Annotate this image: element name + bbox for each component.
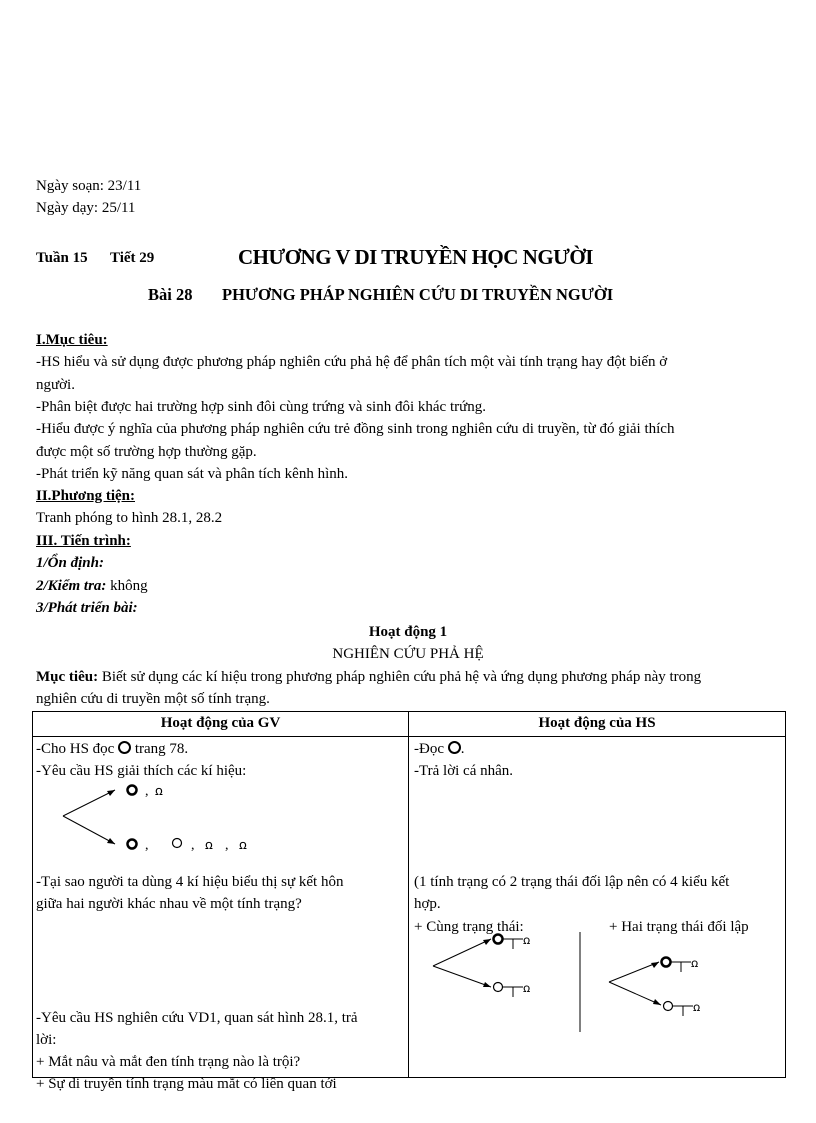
svg-text:,: , [145,838,149,853]
lesson-number: Bài 28 [148,285,193,304]
svg-text:ꭥ: ꭥ [523,981,531,995]
activity-goal-text-2: nghiên cứu di truyền một số tính trạng. [36,691,270,707]
hs-line-2: -Trả lời cá nhân. [414,763,514,779]
read-symbol-icon [118,741,131,754]
means-heading: II.Phương tiện: [36,488,135,504]
week-label: Tuần 15 [36,250,88,266]
svg-text:ꭥ: ꭥ [693,1000,701,1014]
prep-date: Ngày soạn: 23/11 [36,178,142,194]
col-hs-header: Hoạt động của HS [409,712,786,737]
hs-answer-1: (1 tính trạng có 2 trạng thái đối lập nên có 4 kiểu kết [414,874,730,890]
objective-line-4: -Hiểu được ý nghĩa của phương pháp nghiên cứu trẻ đồng sinh trong nghiên cứu di truyền, từ đó giải thích [36,421,675,437]
gv-question-1: -Tại sao người ta dùng 4 kí hiệu biểu thị sự kết hôn [36,874,344,890]
process-heading: III. Tiến trình: [36,533,131,549]
objectives-heading: I.Mục tiêu: [36,332,108,348]
hs-cell [409,737,786,1078]
gv-question-2b: lời: [36,1032,57,1048]
hs-answer-1b: hợp. [414,896,441,912]
svg-text:ꭥ: ꭥ [205,838,213,853]
process-step-2-value: không [106,578,148,594]
svg-text:ꭥ: ꭥ [155,784,163,799]
process-step-2-label: 2/Kiểm tra: [36,578,107,594]
means-text: Tranh phóng to hình 28.1, 28.2 [36,510,223,526]
process-step-3: 3/Phát triển bài: [36,600,138,616]
activity-table [32,711,786,1092]
activity-title: Hoạt động 1 [368,624,448,640]
objective-line-2: người. [36,377,75,393]
activity-goal-label: Mục tiêu: [36,669,99,685]
gv-line-1: -Cho HS đọc trang 78. [36,741,189,757]
gv-cell [33,737,409,1092]
objective-line-6: -Phát triển kỹ năng quan sát và phân tích kênh hình. [36,466,349,482]
svg-text:,: , [191,838,195,853]
activity-goal-text-1: Biết sử dụng các kí hiệu trong phương pháp nghiên cứu phả hệ và ứng dụng phương pháp này trong [98,669,702,685]
hs-line-1: -Đọc . [414,741,465,757]
lesson-title: PHƯƠNG PHÁP NGHIÊN CỨU DI TRUYỀN NGƯỜI [222,285,614,304]
gv-question-1b: giữa hai người khác nhau về một tính trạng? [36,896,302,912]
objective-line-5: được một số trường hợp thường gặp. [36,444,257,460]
same-state-diagram [433,932,563,1002]
process-step-2 [36,578,148,595]
read-symbol-icon-hs [448,741,461,754]
svg-text:ꭥ: ꭥ [239,838,247,853]
gv-question-3: + Mắt nâu và mắt đen tính trạng nào là trội? [36,1054,301,1070]
col-gv-header: Hoạt động của GV [33,712,409,737]
activity-goal [36,669,701,686]
activity-subtitle: NGHIÊN CỨU PHẢ HỆ [332,646,484,662]
svg-text:,: , [225,838,229,853]
state-divider [579,932,583,1032]
objective-line-3: -Phân biệt được hai trường hợp sinh đôi cùng trứng và sinh đôi khác trứng. [36,399,486,415]
period-label: Tiết 29 [110,250,155,266]
objective-line-1: -HS hiểu và sử dụng được phương pháp nghiên cứu phả hệ để phân tích một vài tính trạng hay đột biến ở [36,354,668,370]
teach-date: Ngày dạy: 25/11 [36,200,136,216]
opposite-state-diagram [609,942,739,1022]
hs-opposite-state: + Hai trạng thái đối lập [609,919,749,935]
svg-text:ꭥ: ꭥ [523,933,531,947]
chapter-title: CHƯƠNG V DI TRUYỀN HỌC NGƯỜI [238,245,593,269]
gv-question-2: -Yêu cầu HS nghiên cứu VD1, quan sát hình 28.1, trả [36,1010,358,1026]
symbols-diagram [53,781,273,851]
svg-text:ꭥ: ꭥ [691,956,699,970]
process-step-1: 1/Ổn định: [36,555,104,571]
gv-line-2: -Yêu cầu HS giải thích các kí hiệu: [36,763,247,779]
gv-question-4: + Sự di truyền tính trạng màu mắt có liên quan tới [36,1076,337,1092]
hs-same-state: + Cùng trạng thái: [414,919,524,935]
svg-text:,: , [145,784,149,799]
